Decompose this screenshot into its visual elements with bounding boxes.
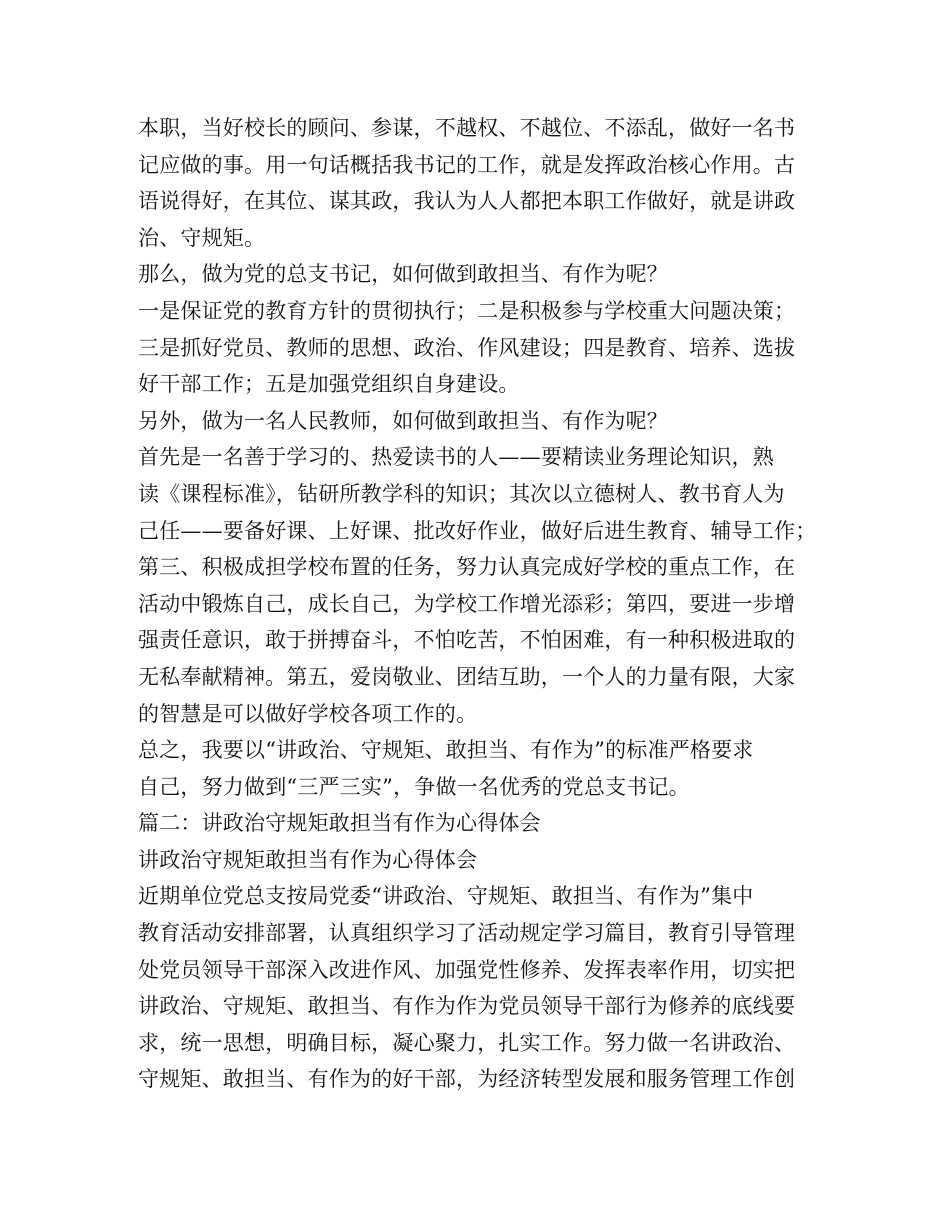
text-line: 己任——要备好课、上好课、批改好作业，做好后进生教育、辅导工作；: [138, 518, 817, 543]
text-line: 三是抓好党员、教师的思想、政治、作风建设；四是教育、培养、选拔: [138, 335, 796, 360]
text-line: 自己，努力做到“三严三实”，争做一名优秀的党总支书记。: [138, 774, 690, 799]
text-line: 首先是一名善于学习的、热爱读书的人——要精读业务理论知识，熟: [138, 445, 774, 470]
text-line: 活动中锻炼自己，成长自己，为学校工作增光添彩；第四，要进一步增: [138, 591, 796, 616]
text-line: 无私奉献精神。第五，爱岗敬业、团结互助，一个人的力量有限，大家: [138, 664, 796, 689]
text-line: 语说得好，在其位、谋其政，我认为人人都把本职工作做好，就是讲政: [138, 189, 796, 214]
text-line: 处党员领导干部深入改进作风、加强党性修养、发挥表率作用，切实把: [138, 957, 796, 982]
text-line: 强责任意识，敢于拼搏奋斗，不怕吃苦，不怕困难，有一种积极进取的: [138, 628, 796, 653]
text-line: 治、守规矩。: [138, 225, 266, 250]
text-line: 总之，我要以“讲政治、守规矩、敢担当、有作为”的标准严格要求: [138, 738, 754, 763]
text-line: 求，统一思想，明确目标，凝心聚力，扎实工作。努力做一名讲政治、: [138, 1030, 796, 1055]
text-line: 教育活动安排部署，认真组织学习了活动规定学习篇目，教育引导管理: [138, 921, 796, 946]
text-line: 读《课程标准》，钻研所教学科的知识；其次以立德树人、教书育人为: [138, 481, 785, 506]
text-line: 一是保证党的教育方针的贯彻执行；二是积极参与学校重大问题决策；: [138, 298, 796, 323]
text-line: 那么，做为党的总支书记，如何做到敢担当、有作为呢？: [138, 262, 668, 287]
text-line: 好干部工作；五是加强党组织自身建设。: [138, 372, 520, 397]
text-line: 的智慧是可以做好学校各项工作的。: [138, 701, 478, 726]
text-line: 记应做的事。用一句话概括我书记的工作，就是发挥政治核心作用。古: [138, 152, 796, 177]
text-line: 近期单位党总支按局党委“讲政治、守规矩、敢担当、有作为”集中: [138, 884, 754, 909]
document-body: [138, 110, 828, 1098]
text-line: 本职，当好校长的顾问、参谋，不越权、不越位、不添乱，做好一名书: [138, 116, 796, 140]
text-line: 篇二：讲政治守规矩敢担当有作为心得体会: [138, 811, 541, 836]
text-line: 另外，做为一名人民教师，如何做到敢担当、有作为呢？: [138, 408, 668, 433]
text-line: 讲政治、守规矩、敢担当、有作为作为党员领导干部行为修养的底线要: [138, 994, 796, 1019]
text-line: 守规矩、敢担当、有作为的好干部，为经济转型发展和服务管理工作创: [138, 1067, 796, 1092]
text-line: 讲政治守规矩敢担当有作为心得体会: [138, 847, 478, 872]
text-line: 第三、积极成担学校布置的任务，努力认真完成好学校的重点工作，在: [138, 555, 796, 580]
